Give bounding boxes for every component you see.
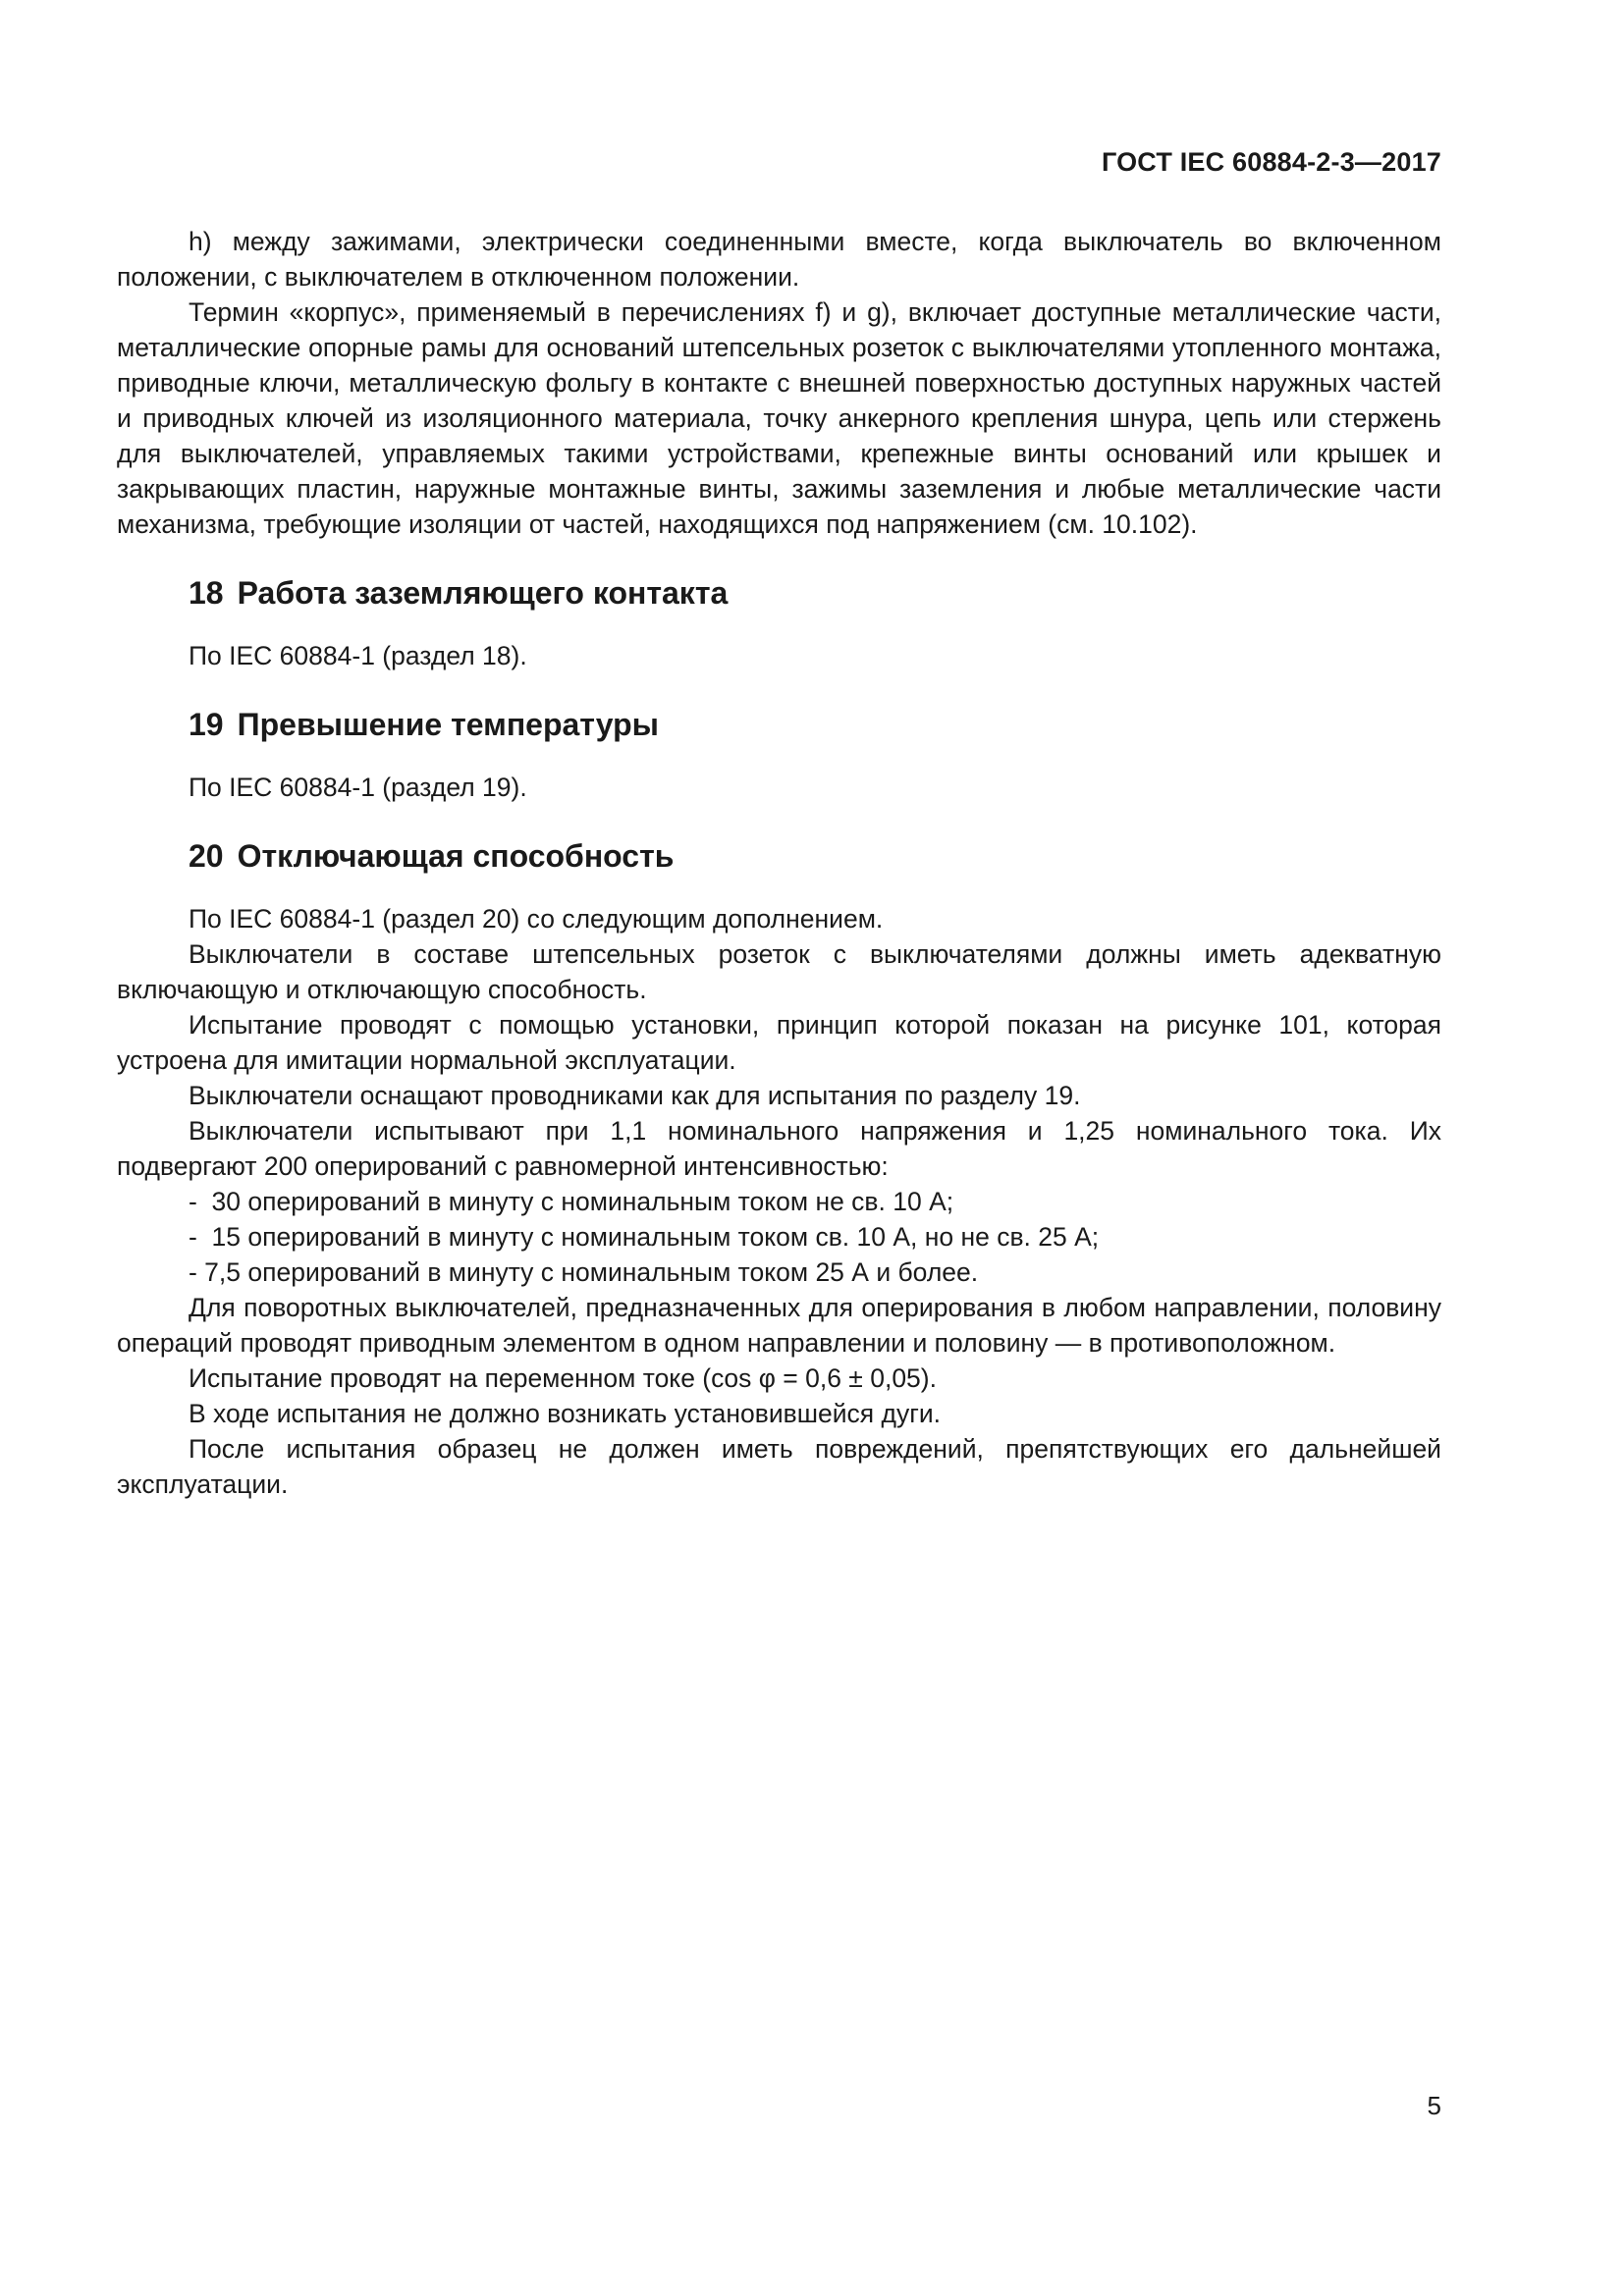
document-body bbox=[117, 224, 1441, 1502]
section-19-heading bbox=[117, 705, 1441, 744]
section-18-text: По IEC 60884-1 (раздел 18). bbox=[189, 641, 527, 670]
section-20-list-item: - 7,5 оперирований в минуту с номинальным током 25 А и более. bbox=[189, 1257, 979, 1287]
section-20-p8: В ходе испытания не должно возникать установившейся дуги. bbox=[189, 1399, 942, 1428]
section-20-p9: После испытания образец не должен иметь повреждений, препятствующих его дальнейшей эксплуатации. bbox=[117, 1434, 1441, 1499]
section-18-number: 18 bbox=[189, 575, 224, 611]
intro-term-note: Термин «корпус», применяемый в перечислениях f) и g), включает доступные металлические части, металлические опорные рамы для оснований штепсельных розеток с выключателями утопленного монтажа, приводные ключи, металлическую фольгу в контакте с внешней поверхностью доступных наружных частей и приводных ключей из изоляционного материала, точку анкерного крепления шнура, цепь или стержень для выключателей, управляемых такими устройствами, крепежные винты оснований или крышек и закрывающих пластин, наружные монтажные винты, зажимы заземления и любые металлические части механизма, требующие изоляции от частей, находящихся под напряжением (см. 10.102). bbox=[117, 297, 1441, 539]
section-19-title: Превышение температуры bbox=[237, 707, 659, 742]
section-20-title: Отключающая способность bbox=[237, 838, 675, 874]
section-19-text: По IEC 60884-1 (раздел 19). bbox=[189, 773, 527, 802]
intro-item-h: h) между зажимами, электрически соединенными вместе, когда выключатель во включенном положении, с выключателем в отключенном положении. bbox=[117, 227, 1441, 292]
section-20-heading bbox=[117, 836, 1441, 876]
section-20-list-item: - 15 оперирований в минуту с номинальным током св. 10 А, но не св. 25 А; bbox=[189, 1222, 1100, 1252]
section-20-p3: Испытание проводят с помощью установки, принцип которой показан на рисунке 101, которая устроена для имитации нормальной эксплуатации. bbox=[117, 1010, 1441, 1075]
section-20-p1: По IEC 60884-1 (раздел 20) со следующим дополнением. bbox=[189, 904, 884, 934]
section-20-p5: Выключатели испытывают при 1,1 номинального напряжения и 1,25 номинального тока. Их подвергают 200 оперирований с равномерной интенсивностью: bbox=[117, 1116, 1441, 1181]
section-20-p7: Испытание проводят на переменном токе (cos φ = 0,6 ± 0,05). bbox=[189, 1363, 937, 1393]
section-20-list-item: - 30 оперирований в минуту с номинальным током не св. 10 А; bbox=[189, 1187, 954, 1216]
section-18-title: Работа заземляющего контакта bbox=[237, 575, 729, 611]
section-20-p6: Для поворотных выключателей, предназначенных для оперирования в любом направлении, половину операций проводят приводным элементом в одном направлении и половину — в противоположном. bbox=[117, 1293, 1441, 1358]
section-20-number: 20 bbox=[189, 838, 224, 874]
section-20-p4: Выключатели оснащают проводниками как для испытания по разделу 19. bbox=[189, 1081, 1081, 1110]
page-number: 5 bbox=[1427, 2091, 1441, 2120]
document-header: ГОСТ IEC 60884-2-3—2017 bbox=[1101, 147, 1441, 177]
section-19-number: 19 bbox=[189, 707, 224, 742]
section-18-heading bbox=[117, 573, 1441, 613]
section-20-p2: Выключатели в составе штепсельных розеток с выключателями должны иметь адекватную включающую и отключающую способность. bbox=[117, 939, 1441, 1004]
